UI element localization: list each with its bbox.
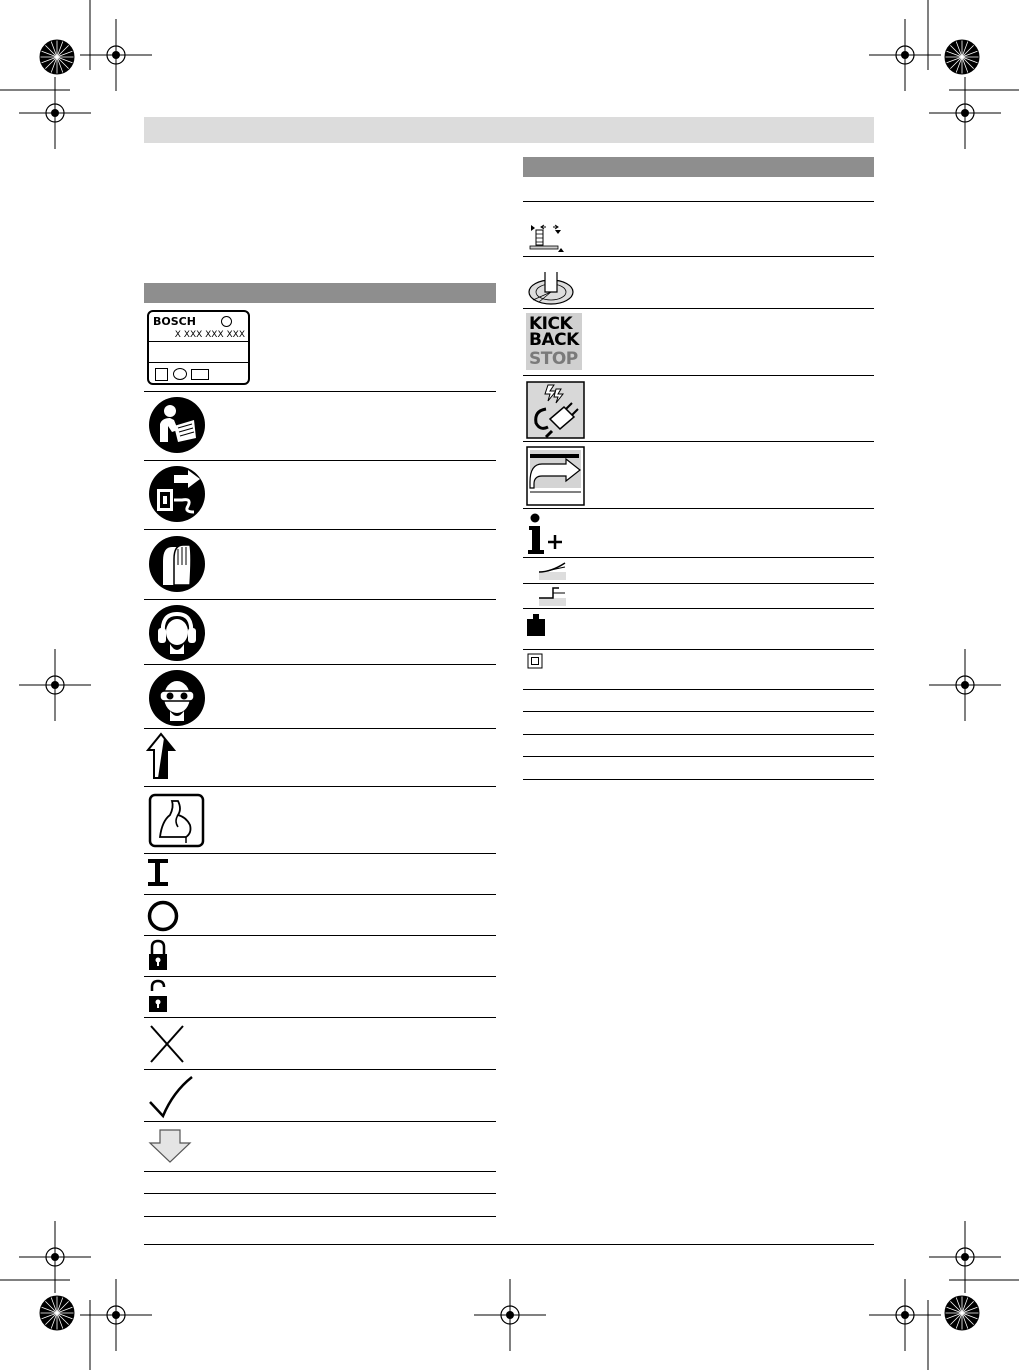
row-divider — [523, 608, 874, 609]
nameplate-icon — [147, 310, 250, 385]
down-arrow-icon — [148, 1128, 192, 1164]
row-divider — [144, 391, 496, 392]
row-divider — [523, 779, 874, 780]
row-divider — [144, 529, 496, 530]
unplug-icon — [148, 465, 206, 523]
ear-protection-icon — [148, 604, 206, 662]
small-tool-icon-2 — [537, 585, 567, 607]
row-divider — [523, 308, 874, 309]
row-divider — [144, 664, 496, 665]
direction-arrow-icon — [146, 732, 176, 782]
footer-rule — [144, 1244, 874, 1245]
kickback-line3: STOP — [529, 349, 578, 369]
small-tool-icon-1 — [537, 559, 567, 581]
row-divider — [144, 1193, 496, 1194]
off-switch-icon — [146, 899, 180, 933]
row-divider — [144, 935, 496, 936]
nameplate-part-number: X XXX XXX XXX — [174, 330, 245, 340]
row-divider — [144, 599, 496, 600]
info-plus-icon — [526, 512, 566, 556]
row-divider — [523, 649, 874, 650]
row-divider — [144, 728, 496, 729]
cutting-depth-icon — [527, 222, 565, 254]
check-icon — [147, 1074, 195, 1120]
on-switch-icon — [146, 858, 170, 888]
row-divider — [523, 508, 874, 509]
row-divider — [144, 786, 496, 787]
row-divider — [144, 894, 496, 895]
row-divider — [523, 689, 874, 690]
page-header-bar — [144, 117, 874, 143]
lightning-plug-icon — [526, 381, 585, 439]
read-manual-icon — [148, 396, 206, 454]
row-divider — [144, 853, 496, 854]
gloves-icon — [148, 535, 206, 593]
nameplate-brand: BOSCH — [153, 315, 196, 328]
row-divider — [523, 734, 874, 735]
unlock-icon — [147, 979, 169, 1014]
kickback-line1: KICK — [529, 314, 573, 334]
blade-icon — [527, 270, 577, 306]
row-divider — [144, 1121, 496, 1122]
kickback-line2: BACK — [529, 330, 579, 350]
row-divider — [523, 256, 874, 257]
row-divider — [523, 756, 874, 757]
right-column-header — [523, 157, 874, 177]
eye-protection-icon — [148, 669, 206, 727]
row-divider — [144, 1069, 496, 1070]
kickback-stop-icon — [526, 313, 582, 370]
bosch-logo-icon — [221, 316, 232, 327]
left-column-header — [144, 283, 496, 303]
row-divider — [144, 1017, 496, 1018]
lock-icon — [147, 938, 169, 972]
dust-extraction-icon — [526, 446, 585, 506]
row-divider — [523, 583, 874, 584]
row-divider — [523, 711, 874, 712]
weight-icon — [526, 613, 546, 637]
row-divider — [523, 557, 874, 558]
protection-class-icon — [527, 653, 543, 669]
strength-icon — [148, 793, 205, 848]
row-divider — [144, 460, 496, 461]
row-divider — [523, 201, 874, 202]
row-divider — [523, 441, 874, 442]
row-divider — [523, 375, 874, 376]
cross-icon — [147, 1022, 187, 1064]
row-divider — [144, 1171, 496, 1172]
row-divider — [144, 1216, 496, 1217]
row-divider — [144, 976, 496, 977]
